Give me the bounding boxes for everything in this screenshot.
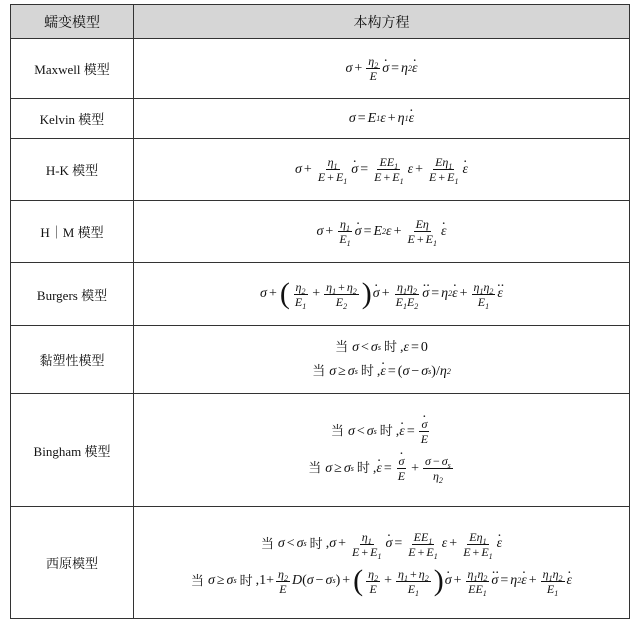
time-label: 时 bbox=[309, 536, 323, 552]
equation: σ + $\frac{\eta_2}{E}$ σ · = η 2 ε · bbox=[134, 39, 630, 99]
model-name: Kelvin 模型 bbox=[11, 99, 134, 139]
table-row bbox=[11, 507, 630, 619]
equation: 当 σ < σ s 时 , ε · = $\frac{\sigma \cdot}{E}$ 当 σ ≥ σ s 时 , ε · = $\frac{\sigma \cdot}{E}$ + $\frac{\sigma - \sigma_s}{\eta_2}$ bbox=[134, 394, 630, 507]
table-row bbox=[11, 201, 630, 263]
table-row bbox=[11, 326, 630, 394]
table-row bbox=[11, 394, 630, 507]
model-name: H-K 模型 bbox=[11, 139, 134, 201]
equation: σ + $\frac{\eta_1}{E + E_1}$ σ · = $\frac{EE_1}{E + E_1}$ ε + $\frac{E\eta_1}{E + E_1}$ ε · bbox=[134, 139, 630, 201]
when-label: 当 bbox=[308, 461, 322, 476]
time-label: 时 bbox=[356, 461, 370, 476]
model-name: Bingham 模型 bbox=[11, 394, 134, 507]
table-header bbox=[11, 5, 630, 39]
time-label: 时 bbox=[379, 424, 393, 439]
when-label: 当 bbox=[190, 573, 204, 589]
header-model: 蠕变模型 bbox=[11, 5, 134, 39]
equation: 当 σ < σ s 时 , σ + $\frac{\eta_1}{E + E_1}$ σ · = $\frac{EE_1}{E + E_1}$ ε + $\frac{E\eta_1}{E + E_1}$ ε · 当 σ ≥ σ s 时 ,1+ $\frac{\eta_2}{E}$ D ( σ − σ s ) + ( $\frac{\eta_2}{E}$ + $\frac{\eta_1 + \eta_2}{E_1}$ ) σ · + $\frac{\eta_1\eta_2}{EE_1}$ σ ·· = η 2 ε · + $\frac{\eta_1\eta_2}{E_1}$ ε · bbox=[134, 507, 630, 619]
creep-model-table bbox=[10, 4, 630, 619]
when-label: 当 bbox=[312, 364, 326, 379]
model-name: H｜M 模型 bbox=[11, 201, 134, 263]
time-label: 时 bbox=[360, 364, 374, 379]
when-label: 当 bbox=[335, 340, 349, 355]
equation: 当 σ < σ s 时 , ε = 0 当 σ ≥ σ s 时 , ε · = ( σ − σ s )/ η 2 bbox=[134, 326, 630, 394]
when-label: 当 bbox=[260, 536, 274, 552]
when-label: 当 bbox=[330, 424, 344, 439]
model-name: 黏塑性模型 bbox=[11, 326, 134, 394]
model-name: Maxwell 模型 bbox=[11, 39, 134, 99]
table-row bbox=[11, 39, 630, 99]
equation: σ + $\frac{\eta_1}{E_1}$ σ · = E 2 ε + $\frac{E\eta}{E + E_1}$ ε · bbox=[134, 201, 630, 263]
time-label: 时 bbox=[239, 573, 253, 589]
time-label: 时 bbox=[383, 340, 397, 355]
model-name: 西原模型 bbox=[11, 507, 134, 619]
equation: σ = E 1 ε + η 1 ε · bbox=[134, 99, 630, 139]
table-row bbox=[11, 99, 630, 139]
model-name: Burgers 模型 bbox=[11, 263, 134, 326]
table-row bbox=[11, 139, 630, 201]
table-row bbox=[11, 263, 630, 326]
header-equation: 本构方程 bbox=[134, 5, 630, 39]
equation: σ + ( $\frac{\eta_2}{E_1}$ + $\frac{\eta_1 + \eta_2}{E_2}$ ) σ · + $\frac{\eta_1\eta_2}{E_1E_2}$ σ ·· = η 2 ε · + $\frac{\eta_1\eta_2}{E_1}$ ε ·· bbox=[134, 263, 630, 326]
